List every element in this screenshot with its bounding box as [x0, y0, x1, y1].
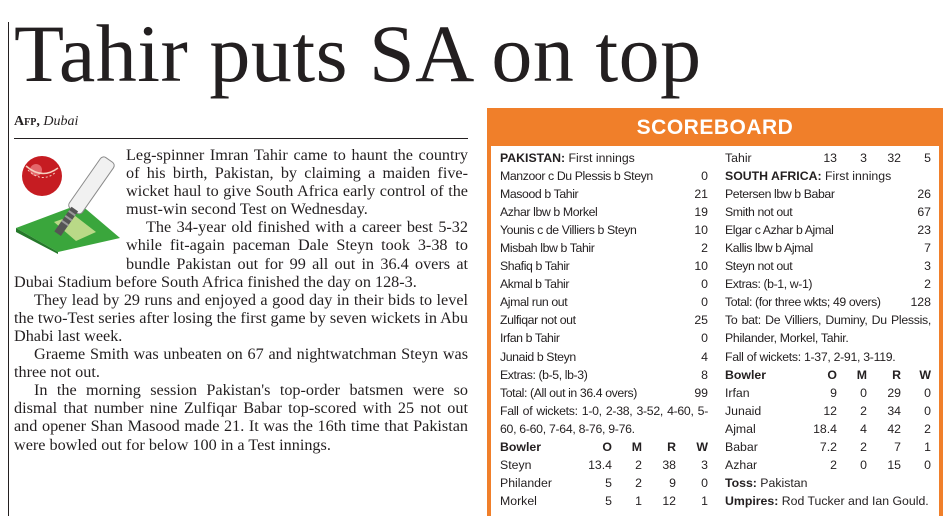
- batter-dismissal: Smith not out: [725, 205, 793, 220]
- bowler-name: Tahir: [725, 151, 752, 165]
- byline: [14, 114, 78, 130]
- pakistan-innings: [500, 149, 708, 510]
- bowling-table: [500, 438, 708, 510]
- bowling-figure: 32: [887, 151, 901, 165]
- bowling-figure: 15: [887, 457, 901, 472]
- bowler-name: Philander: [500, 475, 552, 490]
- fall-of-wickets: Fall of wickets: 1-37, 2-91, 3-119.: [725, 349, 896, 364]
- bowling-figure: 13: [823, 151, 837, 165]
- toss-label: Toss:: [725, 475, 757, 490]
- total-label: Total: (All out in 36.4 overs): [500, 385, 637, 400]
- scoreboard-title: SCOREBOARD: [636, 116, 794, 139]
- article-paragraph: Graeme Smith was unbeaten on 67 and nightwatchman Steyn was three not out.: [14, 345, 468, 382]
- batting-row: [725, 203, 931, 221]
- left-column-rule: [8, 22, 9, 516]
- total-label: Total: (for three wkts; 49 overs): [725, 295, 881, 310]
- bowling-header-cell: W: [919, 367, 931, 382]
- batter-runs: 10: [694, 259, 708, 274]
- bowling-figure: 34: [887, 403, 901, 418]
- batter-runs: 7: [924, 241, 931, 256]
- batting-row: [725, 257, 931, 275]
- bowling-figure: 5: [924, 151, 931, 165]
- batter-runs: 3: [924, 259, 931, 274]
- batter-runs: 67: [917, 205, 931, 220]
- article-body: [14, 146, 468, 454]
- innings-label: First innings: [565, 151, 635, 165]
- batter-runs: 4: [701, 349, 708, 364]
- bowling-figure: 2: [860, 439, 867, 454]
- bowling-figure: 3: [701, 457, 708, 472]
- batter-dismissal: Ajmal run out: [500, 295, 568, 310]
- bowler-name: Irfan: [725, 385, 750, 400]
- bowling-header-cell: M: [631, 439, 642, 454]
- bowler-name: Azhar: [725, 457, 758, 472]
- bowling-figure: 0: [701, 475, 708, 490]
- umpires-value: Rod Tucker and Ian Gould.: [778, 493, 929, 508]
- batter-dismissal: Younis c de Villiers b Steyn: [500, 223, 637, 238]
- bowling-header-cell: O: [602, 439, 612, 454]
- batting-row: [500, 167, 708, 185]
- batting-row: [500, 329, 708, 347]
- batter-runs: 10: [694, 223, 708, 238]
- bowling-figure: 18.4: [813, 421, 837, 436]
- total-value: 128: [910, 295, 931, 310]
- innings-label: First innings: [821, 169, 892, 184]
- bowling-figure: 1: [701, 493, 708, 508]
- bowling-figure: 7: [894, 439, 901, 454]
- batting-row: [500, 257, 708, 275]
- batting-row: [725, 185, 931, 203]
- extras-value: 2: [924, 277, 931, 292]
- batting-row: [500, 275, 708, 293]
- batting-row: [500, 203, 708, 221]
- bowling-figure: 1: [635, 493, 642, 508]
- extras-row: [725, 275, 931, 293]
- bowling-figure: 9: [830, 385, 837, 400]
- extras-value: 8: [701, 367, 708, 382]
- bowling-figure: 0: [860, 385, 867, 400]
- innings-header: [500, 149, 708, 167]
- bowling-figure: 5: [605, 493, 612, 508]
- to-bat: To bat: De Villiers, Duminy, Du Plessis, Philander, Morkel, Tahir.: [725, 313, 931, 346]
- batter-dismissal: Zulfiqar not out: [500, 313, 576, 328]
- south-africa-innings: [725, 149, 931, 510]
- article-paragraph: They lead by 29 runs and enjoyed a good day in their bids to level the two-Test series after losing the first game by seven wickets in Abu Dhabi last week.: [14, 290, 468, 345]
- bowling-header-cell: Bowler: [725, 367, 766, 382]
- byline-agency: Afp,: [14, 114, 40, 129]
- bowling-figure: 1: [924, 439, 931, 454]
- bowling-figure: 2: [860, 403, 867, 418]
- batting-row: [500, 293, 708, 311]
- bowling-header-cell: M: [856, 367, 867, 382]
- batter-dismissal: Manzoor c Du Plessis b Steyn: [500, 169, 653, 184]
- batter-dismissal: Junaid b Steyn: [500, 349, 576, 364]
- innings-header: [725, 167, 931, 185]
- bowling-figure: 42: [887, 421, 901, 436]
- bowling-figure: 4: [860, 421, 867, 436]
- total-row: [500, 384, 708, 402]
- team-name: SOUTH AFRICA:: [725, 169, 822, 184]
- batter-runs: 23: [917, 223, 931, 238]
- total-row: [725, 293, 931, 311]
- batter-dismissal: Steyn not out: [725, 259, 793, 274]
- bowling-figure: 9: [669, 475, 676, 490]
- batter-runs: 0: [701, 169, 708, 184]
- bowling-table-continued: [725, 149, 931, 167]
- article-paragraph: Leg-spinner Imran Tahir came to haunt the country of his birth, Pakistan, by claiming a maiden five-wicket haul to give South Africa early control of the must-win second Test on Wednesday.: [126, 146, 468, 219]
- headline: Tahir puts SA on top: [14, 8, 702, 99]
- scoreboard-panel: [487, 108, 943, 516]
- batting-row: [725, 221, 931, 239]
- batting-row: [500, 239, 708, 257]
- byline-rule: [14, 138, 468, 139]
- scoreboard-body: [491, 146, 939, 516]
- batter-dismissal: Azhar lbw b Morkel: [500, 205, 598, 220]
- bowling-figure: 12: [823, 403, 837, 418]
- bowling-figure: 29: [887, 385, 901, 400]
- bowling-figure: 12: [662, 493, 676, 508]
- batting-row: [500, 311, 708, 329]
- bowling-header-cell: O: [827, 367, 837, 382]
- bowling-figure: 0: [860, 457, 867, 472]
- bowling-header-cell: W: [696, 439, 708, 454]
- bowling-figure: 0: [924, 403, 931, 418]
- bowling-header-cell: R: [667, 439, 676, 454]
- bowler-name: Ajmal: [725, 421, 756, 436]
- extras-label: Extras: (b-1, w-1): [725, 277, 813, 292]
- batting-list: [500, 167, 708, 366]
- article-paragraph: In the morning session Pakistan's top-order batsmen were so dismal that number nine Zulfiqar Babar top-scored with 25 not out and opener Shan Masood made 21. It was the 16th time that Pakistan were bowled out for below 100 in a Test innings.: [14, 381, 468, 454]
- batter-runs: 25: [694, 313, 708, 328]
- batter-dismissal: Akmal b Tahir: [500, 277, 570, 292]
- batter-runs: 26: [917, 187, 931, 202]
- batting-row: [725, 239, 931, 257]
- extras-row: [500, 366, 708, 384]
- batter-runs: 19: [694, 205, 708, 220]
- fall-of-wickets: Fall of wickets: 1-0, 2-38, 3-52, 4-60, 5-60, 6-60, 7-64, 8-76, 9-76.: [500, 403, 708, 436]
- batting-row: [500, 221, 708, 239]
- extras-label: Extras: (b-5, lb-3): [500, 367, 588, 382]
- bowling-header-cell: Bowler: [500, 439, 541, 454]
- byline-place: Dubai: [43, 114, 79, 129]
- article-paragraph: The 34-year old finished with a career best 5-32 while fit-again paceman Dale Steyn took 3-38 to bundle Pakistan out for 99 all out in 36.4 overs at Dubai Stadium before South Africa finished the day on 128-3.: [14, 218, 468, 291]
- toss-row: [725, 474, 931, 492]
- umpires-row: [725, 492, 931, 510]
- bowler-name: Morkel: [500, 493, 537, 508]
- batter-dismissal: Elgar c Azhar b Ajmal: [725, 223, 834, 238]
- batting-row: [500, 348, 708, 366]
- bowling-figure: 7.2: [819, 439, 837, 454]
- bowler-name: Steyn: [500, 457, 532, 472]
- bowling-figure: 13.4: [588, 457, 612, 472]
- bowling-header-cell: R: [892, 367, 901, 382]
- batting-row: [500, 185, 708, 203]
- batter-runs: 0: [701, 277, 708, 292]
- batter-dismissal: Irfan b Tahir: [500, 331, 560, 346]
- bowler-name: Babar: [725, 439, 758, 454]
- batter-dismissal: Shafiq b Tahir: [500, 259, 570, 274]
- total-value: 99: [694, 385, 708, 400]
- bowling-figure: 5: [605, 475, 612, 490]
- bowling-figure: 2: [635, 475, 642, 490]
- bowling-figure: 2: [635, 457, 642, 472]
- bowling-figure: 0: [924, 385, 931, 400]
- batter-dismissal: Masood b Tahir: [500, 187, 579, 202]
- batter-runs: 0: [701, 331, 708, 346]
- batting-list: [725, 185, 931, 275]
- bowling-figure: 38: [662, 457, 676, 472]
- cricket-bat-ball-icon: [14, 146, 122, 254]
- batter-runs: 2: [701, 241, 708, 256]
- bowling-figure: 2: [924, 421, 931, 436]
- team-name: PAKISTAN:: [500, 151, 566, 165]
- bowling-figure: 0: [924, 457, 931, 472]
- batter-runs: 0: [701, 295, 708, 310]
- bowling-table: [725, 366, 931, 474]
- batter-runs: 21: [694, 187, 708, 202]
- batter-dismissal: Misbah lbw b Tahir: [500, 241, 595, 256]
- umpires-label: Umpires:: [725, 493, 779, 508]
- bowling-figure: 2: [830, 457, 837, 472]
- toss-value: Pakistan: [756, 475, 808, 490]
- batter-dismissal: Petersen lbw b Babar: [725, 187, 835, 202]
- bowling-figure: 3: [860, 151, 867, 165]
- batter-dismissal: Kallis lbw b Ajmal: [725, 241, 813, 256]
- bowler-name: Junaid: [725, 403, 762, 418]
